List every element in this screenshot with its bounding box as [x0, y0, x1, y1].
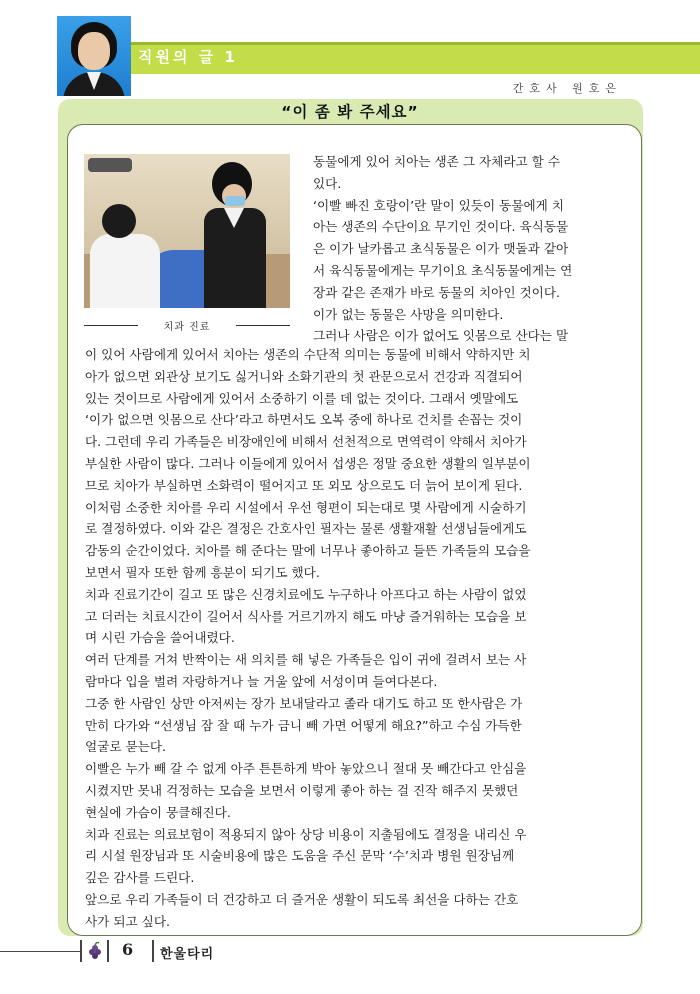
- text-line: 이처럼 소중한 치아를 우리 시설에서 우선 형편이 되는대로 몇 사람에게 시술하기: [85, 499, 527, 515]
- text-line: ‘이빨 빠진 호랑이’란 말이 있듯이 동물에게 치: [313, 197, 565, 213]
- footer-divider: [152, 940, 154, 962]
- author-name: 간호사 원호은: [512, 82, 622, 95]
- text-line: 그러나 사람은 이가 없어도 잇몸으로 산다는 말: [313, 328, 569, 344]
- text-line: 현실에 가슴이 뭉클해진다.: [85, 804, 231, 820]
- text-line: 깊은 감사를 드린다.: [85, 870, 195, 886]
- text-line: 시켰지만 못내 걱정하는 모습을 보면서 이렇게 좋아 하는 걸 진작 해주지 못했던: [85, 782, 519, 798]
- text-line: 아는 생존의 수단이요 무기인 것이다. 육식동물: [313, 219, 569, 235]
- page-number: 6: [122, 940, 134, 959]
- text-line: 동물에게 있어 치아는 생존 그 자체라고 할 수: [313, 154, 561, 169]
- text-line: 람마다 입을 벌려 자랑하거나 늘 거울 앞에 서성이며 들여다본다.: [85, 673, 438, 689]
- text-line: 며 시린 가슴을 쓸어내렸다.: [85, 630, 235, 646]
- text-line: 므로 치아가 부실하면 소화력이 떨어지고 또 외모 상으로도 더 늙어 보이게 된다.: [85, 477, 523, 493]
- text-line: 장과 같은 존재가 바로 동물의 치아인 것이다.: [313, 284, 561, 300]
- text-line: 있는 것이므로 사람에게 있어서 소중하기 이를 데 없는 것이다. 그래서 옛말에도: [85, 390, 519, 406]
- text-line: 다. 그런데 우리 가족들은 비장애인에 비해서 선천적으로 면역력이 약해서 치아가: [85, 434, 527, 450]
- author-photo: [57, 16, 131, 96]
- text-line: 있다.: [313, 175, 342, 191]
- text-line: 고 더러는 치료시간이 길어서 식사를 거르기까지 해도 마냥 즐거워하는 모습을 보: [85, 608, 527, 624]
- article-text-main: [85, 344, 531, 933]
- publication-name: 한울타리: [160, 947, 215, 962]
- footer-rule: [0, 951, 80, 952]
- grape-logo-icon: [87, 942, 103, 960]
- text-line: 리 시설 원장님과 또 시술비용에 많은 도움을 주신 문막 ‘수’치과 병원 원장님께: [85, 848, 515, 864]
- text-line: 이빨은 누가 빼 갈 수 없게 아주 튼튼하게 박아 놓았으니 절대 못 빼간다고 안심을: [85, 761, 527, 777]
- section-title: 직원의 글 1: [138, 48, 238, 66]
- text-line: 여러 단계를 거쳐 반짝이는 새 의치를 해 넣은 가족들은 입이 귀에 걸려서 보는 사: [85, 652, 527, 668]
- text-line: 치과 진료기간이 길고 또 많은 신경치료에도 누구하나 아프다고 하는 사람이 없었: [85, 586, 527, 602]
- article-text-side: [313, 151, 572, 347]
- text-line: 부실한 사람이 많다. 그러나 이들에게 있어서 섭생은 정말 중요한 생활의 일부분이: [85, 455, 531, 471]
- text-line: 서 육식동물에게는 무기이요 초식동물에게는 연: [313, 262, 573, 278]
- text-line: 앞으로 우리 가족들이 더 건강하고 더 즐거운 생활이 되도록 최선을 다하는 간호: [85, 891, 519, 907]
- footer-divider: [80, 940, 82, 962]
- text-line: 그중 한 사람인 상만 아저씨는 장가 보내달라고 졸라 대기도 하고 또 한사람은 가: [85, 695, 523, 711]
- text-line: 얼굴로 묻는다.: [85, 739, 166, 755]
- article-title: “이 좀 봐 주세요”: [281, 103, 419, 121]
- photo-caption-row: [84, 318, 290, 332]
- text-line: 치과 진료는 의료보험이 적용되지 않아 상당 비용이 지출됨에도 결정을 내리신 우: [85, 826, 527, 842]
- text-line: 은 이가 날카롭고 초식동물은 이가 맷돌과 같아: [313, 241, 569, 257]
- text-line: 보면서 필자 또한 함께 흥분이 되기도 했다.: [85, 564, 320, 580]
- text-line: ‘이가 없으면 잇몸으로 산다’라고 하면서도 오복 중에 하나로 건치를 손꼽는 것이: [85, 412, 523, 428]
- photo-caption: 치과 진료: [163, 322, 211, 333]
- text-line: 로 결정하였다. 이와 같은 결정은 간호사인 필자는 물론 생활재활 선생님들에게도: [85, 521, 527, 537]
- text-line: 사가 되고 싶다.: [85, 913, 171, 929]
- text-line: 이가 없는 동물은 사망을 의미한다.: [313, 306, 504, 322]
- footer-divider: [107, 940, 109, 962]
- text-line: 아가 없으면 외관상 보기도 싫거니와 소화기관의 첫 관문으로서 건강과 직결되어: [85, 368, 523, 384]
- text-line: 만히 다가와 “선생님 잠 잘 때 누가 금니 빼 가면 어떻게 해요?”하고 수심 가득한: [85, 717, 522, 733]
- text-line: 이 있어 사람에게 있어서 치아는 생존의 수단적 의미는 동물에 비해서 약하지만 치: [85, 347, 531, 362]
- dental-treatment-photo: [84, 154, 290, 308]
- text-line: 감동의 순간이었다. 치아를 해 준다는 말에 너무나 좋아하고 들뜬 가족들의 모습을: [85, 543, 531, 559]
